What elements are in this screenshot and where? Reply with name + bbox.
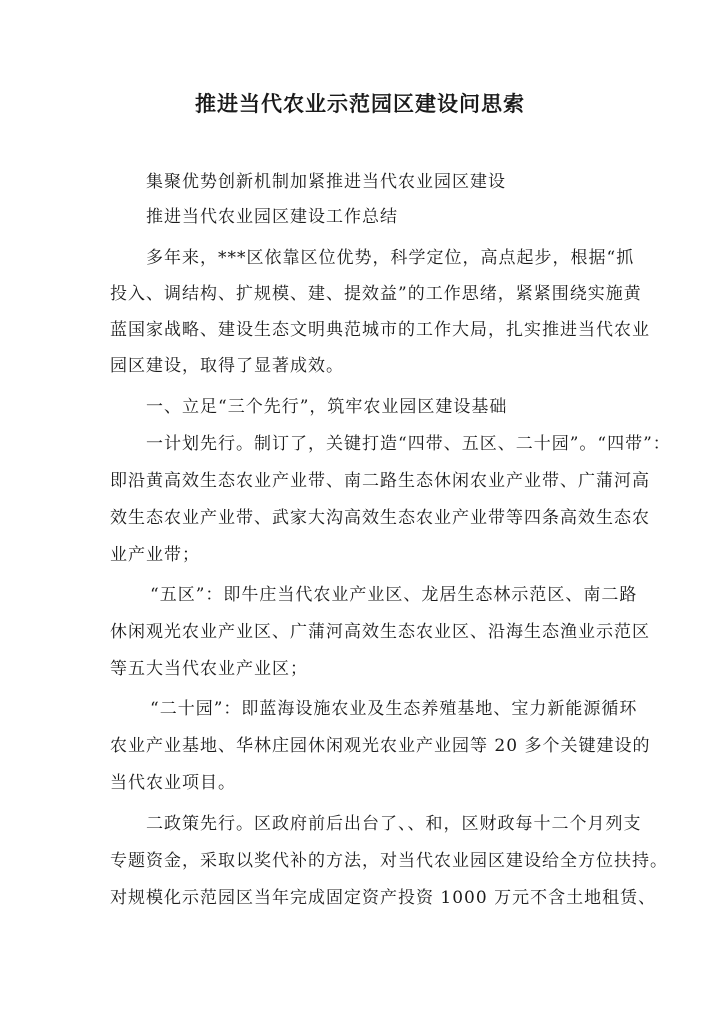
text-line: “五区”：即牛庄当代农业产业区、龙居生态林示范区、南二路 xyxy=(150,585,638,605)
text-line-subtitle-2: 推进当代农业园区建设工作总结 xyxy=(146,207,398,227)
text-line: 效生态农业产业带、武家大沟高效生态农业产业带等四条高效生态农 xyxy=(110,508,650,528)
section-heading: 一、立足“三个先行”，筑牢农业园区建设基础 xyxy=(146,397,508,417)
text-line: 当代农业项目。 xyxy=(110,773,236,793)
text-line: “二十园”：即蓝海设施农业及生态养殖基地、宝力新能源循环 xyxy=(150,699,638,719)
text-line: 多年来，***区依靠区位优势，科学定位，高点起步，根据“抓 xyxy=(146,248,635,268)
text-line: 园区建设，取得了显著成效。 xyxy=(110,356,344,376)
text-line: 农业产业基地、华林庄园休闲观光农业产业园等 20 多个关键建设的 xyxy=(110,736,651,756)
text-line: 二政策先行。区政府前后出台了、、和，区财政每十二个月列支 xyxy=(146,814,642,834)
text-line: 专题资金，采取以奖代补的方法，对当代农业园区建设给全方位扶持。 xyxy=(110,851,668,871)
text-line: 业产业带； xyxy=(110,545,200,565)
text-line: 对规模化示范园区当年完成固定资产投资 1000 万元不含土地租赁、 xyxy=(110,888,657,908)
text-line-subtitle-1: 集聚优势创新机制加紧推进当代农业园区建设 xyxy=(146,172,506,192)
text-line: 即沿黄高效生态农业产业带、南二路生态休闲农业产业带、广蒲河高 xyxy=(110,471,650,491)
text-line: 投入、调结构、扩规模、建、提效益”的工作思绪，紧紧围绕实施黄 xyxy=(110,284,642,304)
text-line: 一计划先行。制订了，关键打造“四带、五区、二十园”。“四带”： xyxy=(146,434,671,454)
text-line: 等五大当代农业产业区； xyxy=(110,659,308,679)
text-line: 蓝国家战略、建设生态文明典范城市的工作大局，扎实推进当代农业 xyxy=(110,320,650,340)
text-line: 休闲观光农业产业区、广蒲河高效生态农业区、沿海生态渔业示范区 xyxy=(110,622,650,642)
document-title: 推进当代农业示范园区建设问思索 xyxy=(195,91,525,116)
